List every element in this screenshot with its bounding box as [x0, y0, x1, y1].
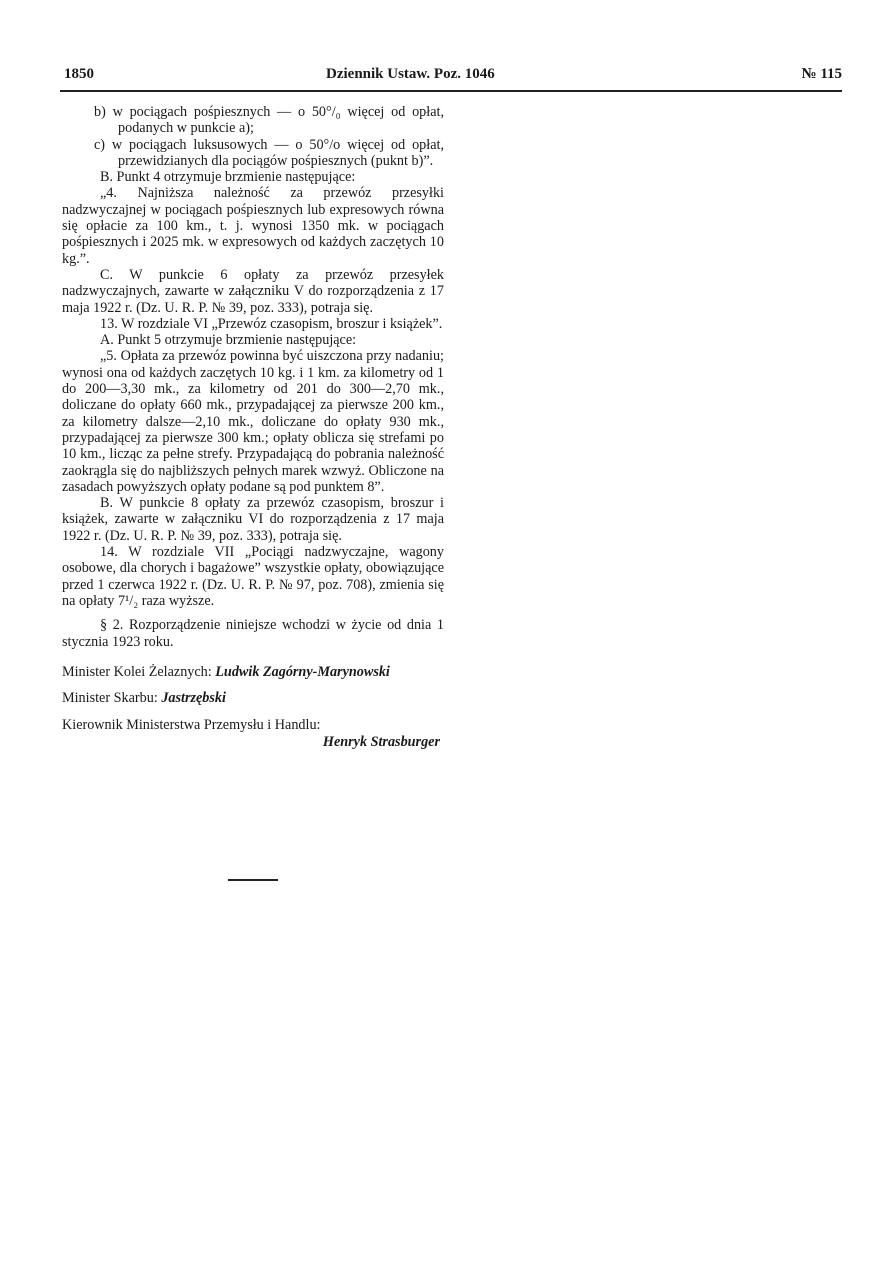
page-number: 1850: [64, 66, 94, 82]
paragraph-14: 14. W rozdziale VII „Pociągi nadzwyczajne, wagony osobowe, dla chorych i bagażowe” wszystkie opłaty, obowiązujące przed 1 czerwca 1922 r. (Dz. U. R. P. № 97, poz. 708), zmienia się na opłaty 7¹/₂ raza wyższe.: [62, 544, 444, 609]
signature-industry-label: Kierownik Ministerstwa Przemysłu i Handlu:: [62, 717, 321, 734]
paragraph-b-point-8: B. W punkcie 8 opłaty za przewóz czasopism, broszur i książek, zawarte w załączniku VI do rozporządzenia z 17 maja 1922 r. (Dz. U. R. P. № 39, poz. 333), potraja się.: [62, 495, 444, 544]
paragraph-point-4-text: „4. Najniższa należność za przewóz przesyłki nadzwyczajnej w pociągach pośpiesznych lub expresowych równa się opłacie za 100 km., t. j. wynosi 1350 mk. w pociągach pośpiesznych i 2025 mk. w expresowych od każdych zaczętych 10 kg.”.: [62, 185, 444, 267]
page-header: [60, 66, 842, 86]
item-c: c) w pociągach luksusowych — o 50°/o więcej od opłat, przewidzianych dla pociągów pośpiesznych (puknt b)”.: [94, 136, 444, 169]
signature-rail-name: Ludwik Zagórny-Marynowski: [215, 663, 390, 680]
text-column: [62, 104, 444, 750]
paragraph-c-point-6: C. W punkcie 6 opłaty za przewóz przesyłek nadzwyczajnych, zawarte w załączniku V do rozporządzenia z 17 maja 1922 r. (Dz. U. R. P. № 39, poz. 333), potraja się.: [62, 266, 444, 316]
paragraph-a-point-5: A. Punkt 5 otrzymuje brzmienie następujące:: [100, 332, 357, 349]
header-rule: [60, 90, 842, 92]
section-2: § 2. Rozporządzenie niniejsze wchodzi w życie od dnia 1 stycznia 1923 roku.: [62, 617, 444, 650]
signature-treasury-name: Jastrzębski: [161, 690, 226, 707]
signature-rail-label: Minister Kolei Żelaznych:: [62, 663, 212, 680]
paragraph-b-point-4: B. Punkt 4 otrzymuje brzmienie następujące:: [100, 169, 356, 186]
signature-industry-name: Henryk Strasburger: [322, 733, 440, 750]
signature-rail: [62, 664, 444, 680]
paragraph-13: 13. W rozdziale VI „Przewóz czasopism, broszur i książek”.: [100, 315, 443, 332]
signature-treasury: [62, 690, 444, 706]
issue-number: № 115: [801, 66, 842, 82]
item-b: b) w pociągach pośpiesznych — o 50°/₀ więcej od opłat, podanych w punkcie a);: [94, 104, 444, 137]
closing-rule: [228, 879, 278, 881]
paragraph-point-5-text: „5. Opłata za przewóz powinna być uiszczona przy nadaniu; wynosi ona od każdych zaczętych 10 kg. i 1 km. za kilometry od 1 do 200—3,30 mk., za kilometry od 201 do 300—2,70 mk., doliczane do opłaty 660 mk., przypadającej za pierwsze 200 km., za kilometry dalsze—2,10 mk., doliczane do opłaty 930 mk., przypadającej za pierwsze 300 km.; opłaty oblicza się strefami po 10 km., licząc za pełne strefy. Przypadającą do pobrania należność zaokrągla się do najbliższych pełnych marek wzwyż. Obliczone na zasadach powyższych opłaty podane są pod punktem 8”.: [62, 348, 444, 495]
journal-title: Dziennik Ustaw. Poz. 1046: [326, 66, 495, 82]
signature-treasury-label: Minister Skarbu:: [62, 690, 158, 707]
